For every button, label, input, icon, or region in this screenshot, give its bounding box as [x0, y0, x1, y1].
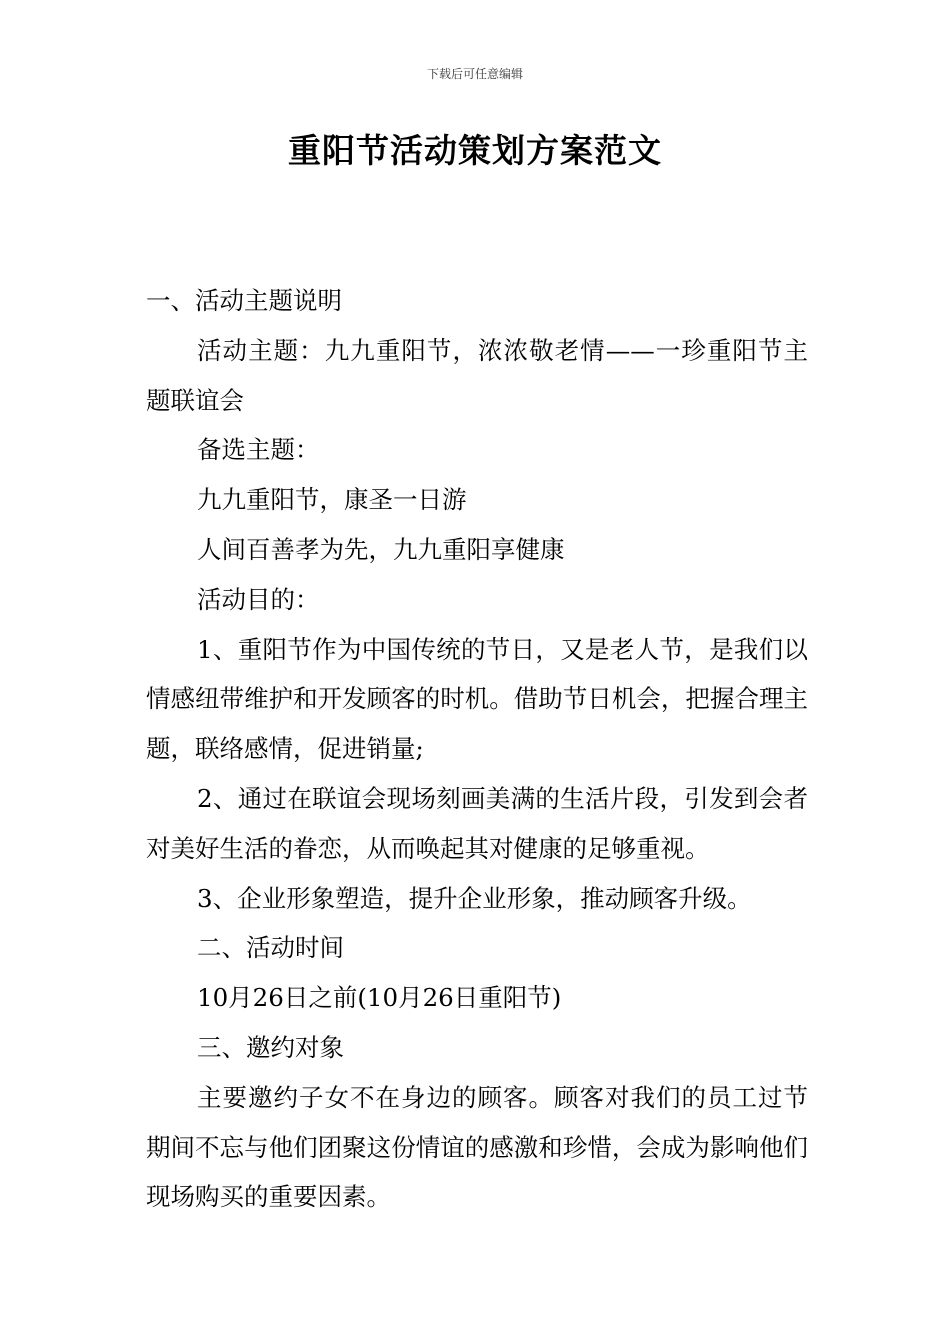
paragraph: 九九重阳节，康圣一日游 — [197, 485, 467, 515]
paragraph: 主要邀约子女不在身边的顾客。顾客对我们的员工过节期间不忘与他们团聚这份情谊的感激和珍惜，会成为影响他们现场购买的重要因素。 — [146, 1082, 808, 1212]
paragraph: 3、企业形象塑造，提升企业形象，推动顾客升级。 — [197, 883, 752, 913]
paragraph: 三、邀约对象 — [197, 1032, 344, 1062]
paragraph: 备选主题： — [197, 435, 320, 465]
header-note: 下载后可任意编辑 — [426, 67, 523, 81]
paragraph: 2、通过在联谊会现场刻画美满的生活片段，引发到会者对美好生活的眷恋，从而唤起其对健康的足够重视。 — [146, 783, 808, 863]
document-title: 重阳节活动策划方案范文 — [288, 131, 662, 170]
paragraph: 1、重阳节作为中国传统的节日，又是老人节，是我们以情感纽带维护和开发顾客的时机。借助节日机会，把握合理主题，联络感情，促进销量; — [146, 634, 808, 764]
paragraph: 10月26日之前(10月26日重阳节) — [197, 983, 562, 1013]
paragraph: 活动目的： — [197, 584, 320, 614]
document-body — [146, 276, 808, 1222]
paragraph: 二、活动时间 — [197, 933, 344, 963]
paragraph: 人间百善孝为先，九九重阳享健康 — [197, 534, 565, 564]
paragraph: 活动主题：九九重阳节，浓浓敬老情——一珍重阳节主题联谊会 — [146, 335, 808, 415]
paragraph: 一、活动主题说明 — [146, 286, 342, 315]
